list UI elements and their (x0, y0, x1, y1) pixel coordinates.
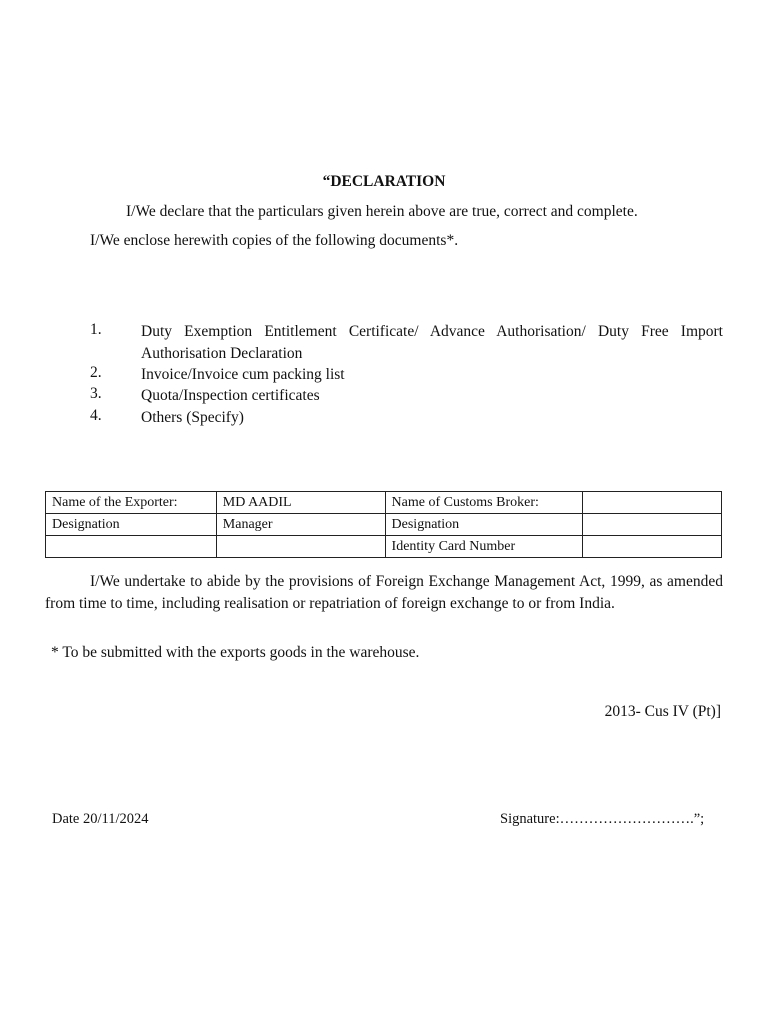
table-cell-broker-name (583, 492, 722, 514)
enclosure-statement: I/We enclose herewith copies of the following documents*. (90, 232, 459, 249)
document-list-item (0, 385, 768, 407)
declaration-heading: “DECLARATION (322, 173, 446, 190)
reference-code: 2013- Cus IV (Pt)] (604, 703, 721, 720)
table-row (46, 514, 722, 536)
list-item-text: Invoice/Invoice cum packing list (141, 366, 345, 383)
declaration-statement: I/We declare that the particulars given herein above are true, correct and complete. (126, 203, 638, 220)
list-item-text: Others (Specify) (141, 409, 244, 426)
list-item-text: Quota/Inspection certificates (141, 387, 320, 404)
table-cell-empty (46, 536, 217, 558)
table-cell-broker-designation-value (583, 514, 722, 536)
list-item-number: 3. (90, 385, 102, 402)
table-cell-id-card-label: Identity Card Number (385, 536, 583, 558)
document-list-item (0, 321, 768, 362)
list-item-number: 2. (90, 364, 102, 381)
exporter-details-table (45, 491, 722, 558)
table-cell-exporter-label: Name of the Exporter: (46, 492, 217, 514)
table-cell-broker-label: Name of Customs Broker: (385, 492, 583, 514)
table-cell-exporter-name: MD AADIL (216, 492, 385, 514)
table-cell-broker-designation-label: Designation (385, 514, 583, 536)
table-row (46, 492, 722, 514)
list-item-number: 4. (90, 407, 102, 424)
table-cell-designation-value: Manager (216, 514, 385, 536)
list-item-number: 1. (90, 321, 102, 338)
undertaking-paragraph: I/We undertake to abide by the provisions of Foreign Exchange Management Act, 1999, as amended from time to time, including realisation or repatriation of foreign exchange to or from India. (45, 573, 723, 612)
table-cell-id-card-value (583, 536, 722, 558)
table-cell-empty (216, 536, 385, 558)
date-field: Date 20/11/2024 (52, 811, 149, 827)
footnote: * To be submitted with the exports goods in the warehouse. (51, 644, 420, 661)
document-list-item (0, 407, 768, 429)
document-list-item (0, 364, 768, 386)
signature-field: Signature:……………………….”; (500, 811, 705, 827)
list-item-text: Duty Exemption Entitlement Certificate/ Advance Authorisation/ Duty Free Import Authorisation Declaration (141, 323, 723, 362)
table-cell-designation-label: Designation (46, 514, 217, 536)
table-row (46, 536, 722, 558)
